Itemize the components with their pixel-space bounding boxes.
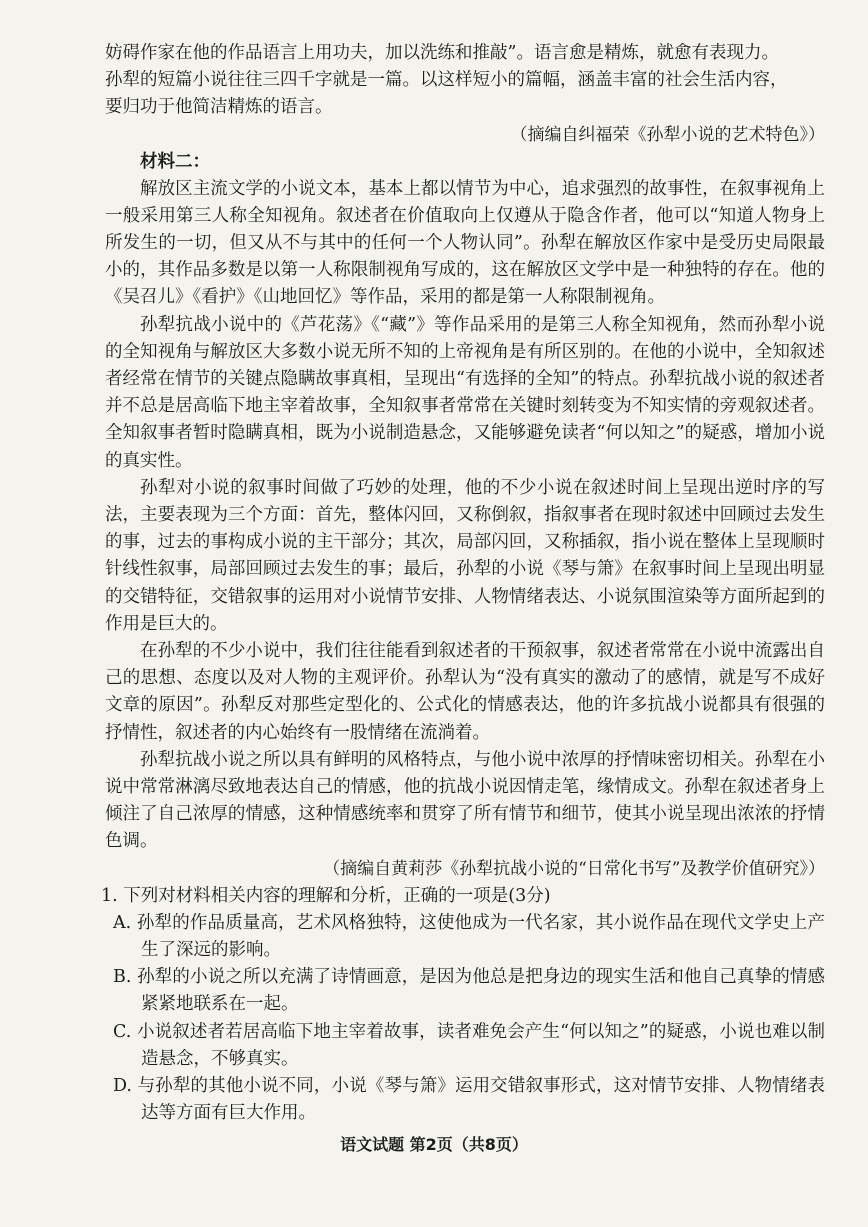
source-citation-1: （摘编自纠福荣《孙犁小说的艺术特色》）: [510, 124, 825, 145]
intro-section: [105, 40, 825, 149]
material-two-heading: 材料二：: [140, 151, 210, 172]
intro-line: 妨碍作家在他的作品语言上用功夫，加以洗练和推敲”。语言愈是精炼，就愈有表现力。: [105, 43, 779, 63]
page-content: [101, 40, 825, 1127]
option-d: D. 与孙犁的其他小说不同，小说《琴与箫》运用交错叙事形式，这对情节安排、人物情绪表达等方面有巨大作用。: [113, 1075, 825, 1124]
option-b: B. 孙犁的小说之所以充满了诗情画意，是因为他总是把身边的现实生活和他自己真挚的情感紧紧地联系在一起。: [113, 967, 825, 1015]
intro-line: 孙犁的短篇小说往往三四千字就是一篇。以这样短小的篇幅，涵盖丰富的社会生活内容，: [105, 70, 788, 91]
option-a: A. 孙犁的作品质量高，艺术风格独特，这使他成为一代名家，其小说作品在现代文学史上产生了深远的影响。: [113, 912, 825, 960]
body-paragraph: 孙犁抗战小说之所以具有鲜明的风格特点，与他小说中浓厚的抒情味密切相关。孙犁在小说中常常淋漓尽致地表达自己的情感，他的抗战小说因情走笔，缘情成文。孙犁在叙述者身上倾注了自己浓厚的情感，这种情感统率和贯穿了所有情节和细节，使其小说呈现出浓浓的抒情色调。: [105, 749, 825, 852]
question-stem: 1. 下列对材料相关内容的理解和分析，正确的一项是(3分): [101, 885, 551, 906]
page-footer: 语文试题 第2页（共8页）: [340, 1135, 528, 1154]
body-paragraph: 解放区主流文学的小说文本，基本上都以情节为中心，追求强烈的故事性，在叙事视角上一般采用第三人称全知视角。叙述者在价值取向上仅遵从于隐含作者，他可以“知道人物身上所发生的一切，但又从不与其中的任何一个人物认同”。孙犁在解放区作家中是受历史局限最小的，其作品多数是以第一人称限制视角写成的，这在解放区文学中是一种独特的存在。他的《吴召儿》《看护》《山地回忆》等作品，采用的都是第一人称限制视角。: [105, 178, 825, 308]
intro-line: 要归功于他简洁精炼的语言。: [105, 97, 333, 118]
body-paragraph: 孙犁抗战小说中的《芦花荡》《“藏”》等作品采用的是第三人称全知视角，然而孙犁小说的全知视角与解放区大多数小说无所不知的上帝视角是有所区别的。在他的小说中，全知叙述者经常在情节的关键点隐瞒故事真相，呈现出“有选择的全知”的特点。孙犁抗战小说的叙述者并不总是居高临下地主宰着故事，全知叙事者常常在关键时刻转变为不知实情的旁观叙述者。全知叙事者暂时隐瞒真相，既为小说制造悬念，又能够避免读者“何以知之”的疑惑，增加小说的真实性。: [105, 314, 825, 471]
body-paragraph: 在孙犁的不少小说中，我们往往能看到叙述者的干预叙事，叙述者常常在小说中流露出自己的思想、态度以及对人物的主观评价。孙犁认为“没有真实的激动了的感情，就是写不成好文章的原因”。孙犁反对那些定型化的、公式化的情感表达，他的许多抗战小说都具有很强的抒情性，叙述者的内心始终有一股情绪在流淌着。: [105, 641, 825, 743]
body-paragraph: 孙犁对小说的叙事时间做了巧妙的处理，他的不少小说在叙述时间上呈现出逆时序的写法，主要表现为三个方面：首先，整体闪回，又称倒叙，指叙事者在现时叙述中回顾过去发生的事，过去的事构成小说的主干部分；其次，局部闪回，又称插叙，指小说在整体上呈现顺时针线性叙事，局部回顾过去发生的事；最后，孙犁的小说《琴与箫》在叙事时间上呈现出明显的交错特征，交错叙事的运用对小说情节安排、人物情绪表达、小说氛围渲染等方面所起到的作用是巨大的。: [105, 477, 825, 634]
question-one: [101, 883, 825, 1128]
option-c: C. 小说叙述者若居高临下地主宰着故事，读者难免会产生“何以知之”的疑惑，小说也难以制造悬念，不够真实。: [113, 1021, 825, 1069]
material-two-section: [105, 149, 825, 883]
source-citation-2: （摘编自黄莉莎《孙犁抗战小说的“日常化书写”及教学价值研究》）: [323, 858, 825, 879]
